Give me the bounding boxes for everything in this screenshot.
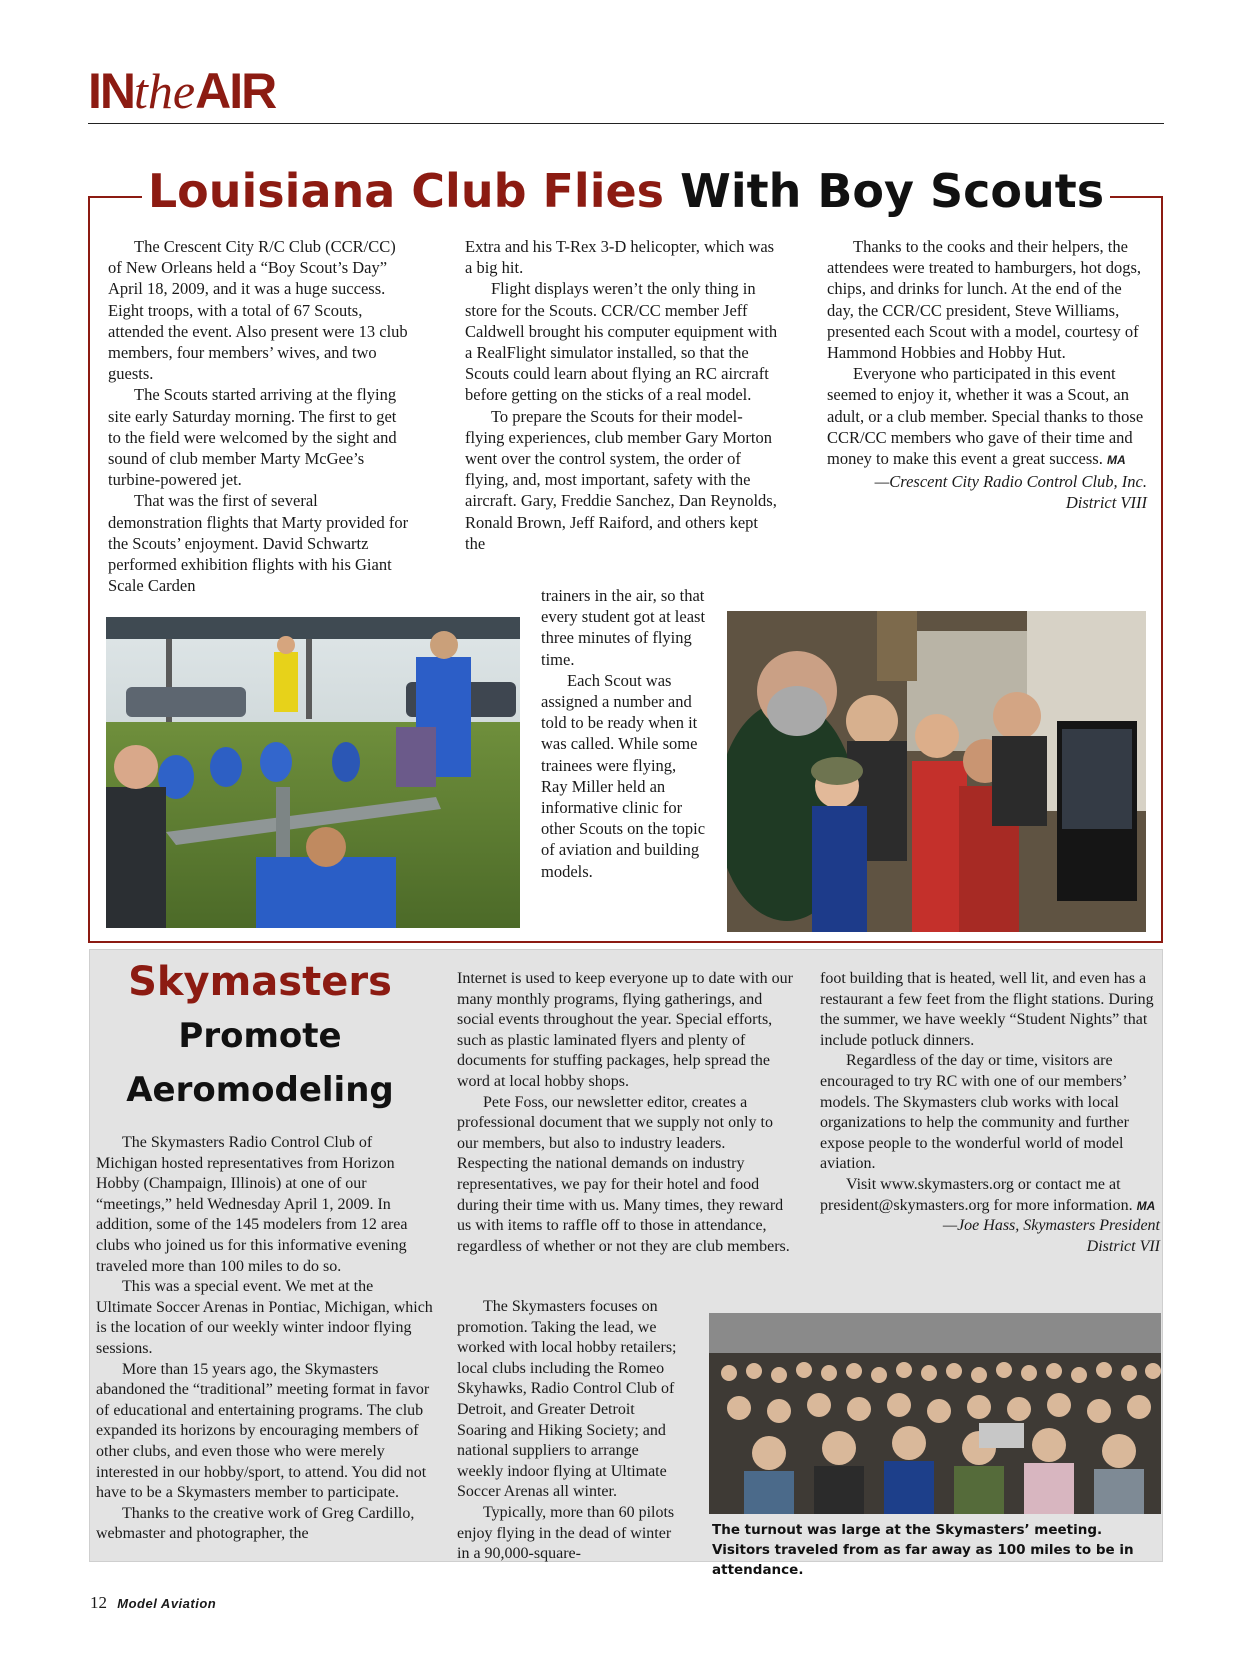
photo-simulator-room (727, 611, 1146, 932)
article2-column-2 (457, 969, 797, 1257)
ma-end-mark: MA (1106, 453, 1126, 468)
headline-line-3: Aeromodeling (126, 1070, 394, 1110)
article2-headline (100, 955, 420, 1117)
paragraph: Extra and his T-Rex 3-D helicopter, which was a big hit. (465, 237, 775, 278)
paragraph: trainers in the air, so that every student got at least three minutes of flying time. (541, 586, 706, 669)
paragraph: Internet is used to keep everyone up to date with our many monthly programs, flying gatherings, and social events throughout the year. Special efforts, such as plastic laminated flyers and plenty of documents for stuffing packages, help spread the word at local hobby shops. (457, 970, 793, 1090)
paragraph: Visit www.skymasters.org or contact me at president@skymasters.org for more information. (820, 1175, 1133, 1214)
headline-black: With Boy Scouts (680, 164, 1105, 218)
article2-column-1 (96, 1133, 433, 1545)
logo-the: the (134, 63, 196, 119)
paragraph: Thanks to the creative work of Greg Cardillo, webmaster and photographer, the (96, 1504, 415, 1543)
section-logo (88, 60, 275, 122)
headline-line-2: Promote (178, 1016, 342, 1056)
paragraph: Thanks to the cooks and their helpers, the attendees were treated to hamburgers, hot dogs, chips, and drinks for lunch. At the end of the day, the CCR/CC president, Steve Williams, presented each Scout with a model, courtesy of Hammond Hobbies and Hobby Hut. (827, 237, 1142, 363)
paragraph: The Crescent City R/C Club (CCR/CC) of New Orleans held a “Boy Scout’s Day” April 18, 2009, and it was a huge success. Eight troops, with a total of 67 Scouts, attended the event. Also present were 13 club members, four members’ wives, and two guests. (108, 237, 408, 384)
signature-district: District VIII (1065, 493, 1147, 513)
paragraph: The Skymasters focuses on promotion. Taking the lead, we worked with local hobby retailers; local clubs including the Romeo Skyhawks, Radio Control Club of Detroit, and Greater Detroit Soaring and Hiking Society; and national suppliers to arrange weekly indoor flying at Ultimate Soccer Arenas all winter. (457, 1298, 677, 1501)
paragraph: The Scouts started arriving at the flying site early Saturday morning. The first to get to the field were welcomed by the sight and sound of club member Marty McGee’s turbine-powered jet. (108, 385, 397, 490)
paragraph: Regardless of the day or time, visitors are encouraged to try RC with one of our members’ models. The Skymasters club works with local organizations to help the community and further expose people to the wonderful world of model aviation. (820, 1052, 1129, 1173)
paragraph: Typically, more than 60 pilots enjoy flying in the dead of winter in a 90,000-square- (457, 1503, 675, 1563)
paragraph: This was a special event. We met at the Ultimate Soccer Arenas in Pontiac, Michigan, which is the location of our weekly winter indoor flying sessions. (96, 1278, 433, 1357)
paragraph: Everyone who participated in this event seemed to enjoy it, whether it was a Scout, an adult, or a club member. Special thanks to those CCR/CC members who gave of their time and money to make this event a great success. (827, 364, 1144, 469)
paragraph: To prepare the Scouts for their model-flying experiences, club member Gary Morton went over the control system, the order of flying, and, most important, safety with the aircraft. Gary, Freddie Sanchez, Dan Reynolds, Ronald Brown, Jeff Raiford, and others kept the (465, 406, 777, 553)
photo-meeting-crowd (709, 1313, 1161, 1514)
ma-end-mark: MA (1136, 1198, 1156, 1213)
article2-column-2b (457, 1297, 685, 1565)
page-number: 12 (90, 1593, 107, 1612)
signature: —Joe Hass, Skymasters President (942, 1217, 1160, 1235)
headline-red: Louisiana Club Flies (147, 164, 665, 218)
photo-scouts-field (106, 617, 520, 928)
headline-line-1: Skymasters (128, 959, 392, 1005)
paragraph: Pete Foss, our newsletter editor, creates a professional document that we supply not only to our members, but also to industry leaders. Respecting the national demands on industry representatives, we pay for their hotel and food during their time with us. Many times, they reward us with items to raffle off to those in attendance, regardless of whether or not they are club members. (457, 1093, 790, 1255)
photo-caption: The turnout was large at the Skymasters’ meeting. Visitors traveled from as far away as 100 miles to be in attendance. (712, 1522, 1134, 1578)
paragraph: More than 15 years ago, the Skymasters abandoned the “traditional” meeting format in favor of educational and entertaining programs. The club expanded its horizons by encouraging members of other clubs, and even those who were merely interested in our hobby/sport, to attend. You did not have to be a Skymasters member to participate. (96, 1360, 430, 1502)
article1-column-3 (827, 236, 1147, 514)
paragraph: That was the first of several demonstration flights that Marty provided for the Scouts’ enjoyment. David Schwartz performed exhibition flights with his Giant Scale Carden (108, 491, 409, 596)
masthead (88, 60, 1164, 124)
magazine-name: Model Aviation (117, 1596, 217, 1611)
signature-district: District VII (1086, 1237, 1160, 1255)
paragraph: Each Scout was assigned a number and told to be ready when it was called. While some trainees were flying, Ray Miller held an informative clinic for other Scouts on the topic of aviation and building models. (541, 670, 706, 881)
paragraph: foot building that is heated, well lit, and even has a restaurant a few feet from the flight stations. During the summer, we have weekly “Student Nights” that include potluck dinners. (820, 970, 1154, 1049)
paragraph: The Skymasters Radio Control Club of Michigan hosted representatives from Horizon Hobby (Champaign, Illinois) at one of our “meetings,” held Wednesday April 1, 2009. In addition, some of the 145 modelers from 12 area clubs who joined us for this informative evening traveled more than 100 miles to do so. (96, 1134, 408, 1275)
article2-column-3 (820, 969, 1160, 1257)
logo-air: AIR (195, 63, 276, 119)
article1-headline (142, 161, 1110, 221)
logo-in: IN (88, 63, 134, 119)
article1-column-2 (465, 236, 782, 554)
article1-column-1 (108, 236, 413, 596)
page-footer (90, 1593, 216, 1613)
signature: —Crescent City Radio Control Club, Inc. (874, 472, 1147, 492)
paragraph: Flight displays weren’t the only thing in store for the Scouts. CCR/CC member Jeff Caldwell brought his computer equipment with a RealFlight simulator installed, so that the Scouts could learn about flying an RC aircraft before getting on the sticks of a real model. (465, 279, 778, 405)
article1-column-2b (541, 585, 706, 882)
